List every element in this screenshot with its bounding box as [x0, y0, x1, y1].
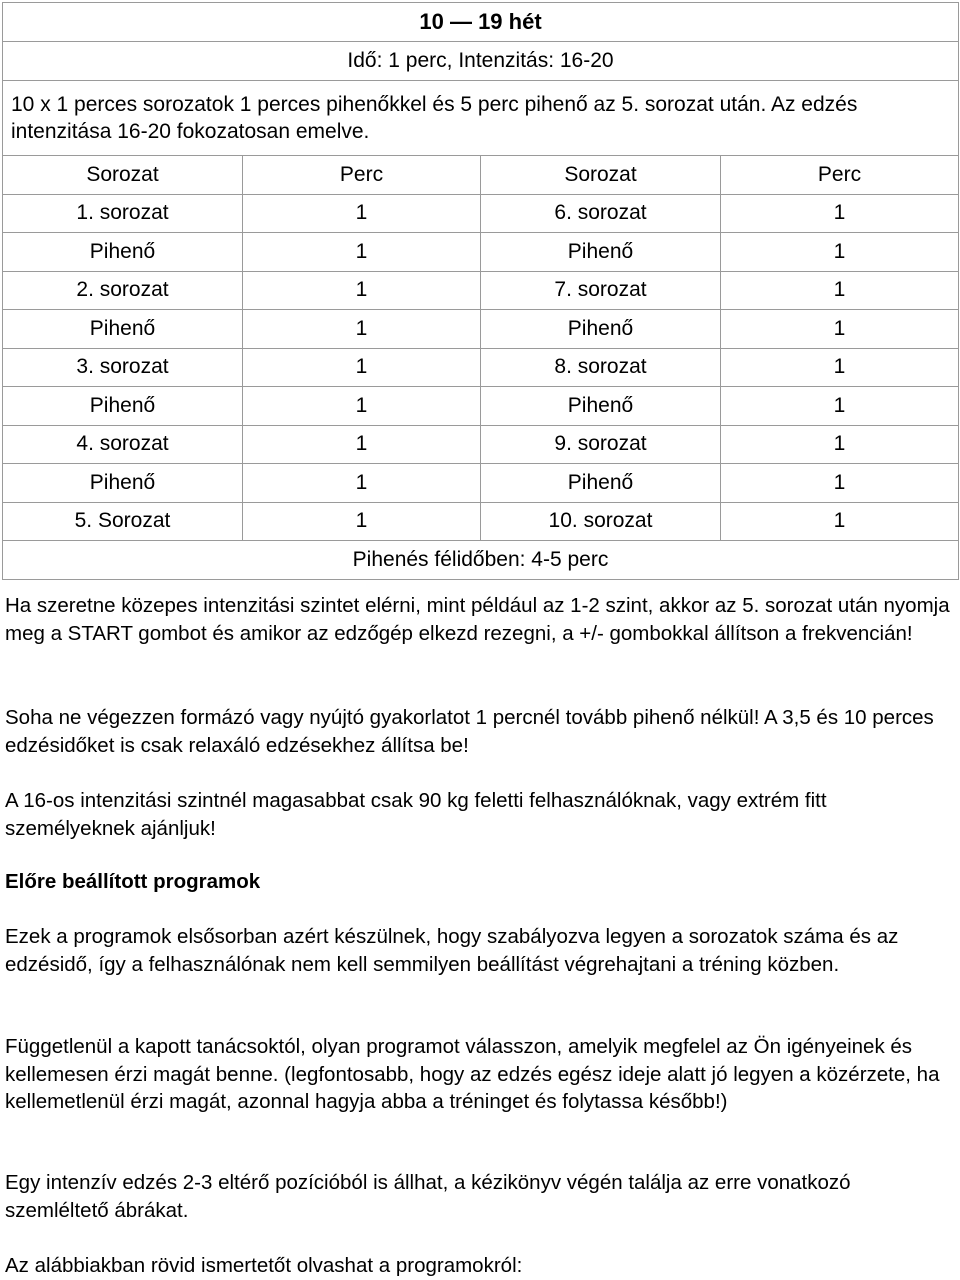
table-cell: 4. sorozat [3, 425, 243, 464]
table-cell: 1 [721, 464, 959, 503]
table-header-row [3, 156, 959, 195]
table-cell: 1 [721, 271, 959, 310]
table-cell: 2. sorozat [3, 271, 243, 310]
table-subtitle-row [3, 42, 959, 81]
table-cell: 1 [243, 233, 481, 272]
table-cell: 1 [721, 310, 959, 349]
table-cell: 1 [243, 387, 481, 426]
table-cell: Pihenő [481, 233, 721, 272]
table-title-row [3, 3, 959, 42]
table-description-row [3, 81, 959, 156]
header-cell: Sorozat [481, 156, 721, 195]
table-cell: Pihenő [3, 387, 243, 426]
table-cell: 1 [721, 387, 959, 426]
table-footer-row [3, 541, 959, 580]
table-cell: 1 [243, 464, 481, 503]
paragraph-positions: Egy intenzív edzés 2-3 eltérő pozícióból is állhat, a kézikönyv végén találja az erre vonatkozó szemléltető ábrákat. [5, 1171, 851, 1222]
header-cell: Perc [243, 156, 481, 195]
paragraph-choose-program: Függetlenül a kapott tanácsoktól, olyan programot válasszon, amelyik megfelel az Ön igényeinek és kellemesen érzi magát benne. (legfontosabb, hogy az edzés egész ideje alatt jó legyen a közérzete, ha kellemetlenül érzi magát, azonnal hagyja abba a tréninget és folytassa később!) [5, 1035, 940, 1113]
table-row [3, 425, 959, 464]
header-cell: Sorozat [3, 156, 243, 195]
table-description: 10 x 1 perces sorozatok 1 perces pihenőkkel és 5 perc pihenő az 5. sorozat után. Az edzés intenzitása 16-20 fokozatosan emelve. [3, 81, 959, 156]
table-cell: 7. sorozat [481, 271, 721, 310]
table-cell: Pihenő [481, 387, 721, 426]
table-cell: Pihenő [3, 464, 243, 503]
table-cell: Pihenő [3, 233, 243, 272]
table-cell: 1 [721, 194, 959, 233]
table-subtitle: Idő: 1 perc, Intenzitás: 16-20 [3, 42, 959, 81]
table-cell: Pihenő [481, 310, 721, 349]
table-cell: 1 [243, 271, 481, 310]
table-title: 10 — 19 hét [3, 3, 959, 42]
paragraph-overview: Az alábbiakban rövid ismertetőt olvashat a programokról: [5, 1254, 523, 1277]
table-cell: 1 [721, 348, 959, 387]
table-cell: 1 [243, 194, 481, 233]
program-table [2, 2, 959, 580]
table-cell: 1 [243, 425, 481, 464]
table-cell: 1 [243, 502, 481, 541]
table-row [3, 194, 959, 233]
table-row [3, 464, 959, 503]
table-cell: 9. sorozat [481, 425, 721, 464]
table-cell: Pihenő [3, 310, 243, 349]
table-row [3, 387, 959, 426]
paragraph-warning: Soha ne végezzen formázó vagy nyújtó gyakorlatot 1 percnél tovább pihenő nélkül! A 3,5 és 10 perces edzésidőket is csak relaxáló edzésekhez állítsa be! [5, 706, 934, 757]
table-cell: 1. sorozat [3, 194, 243, 233]
table-cell: 5. Sorozat [3, 502, 243, 541]
table-cell: 6. sorozat [481, 194, 721, 233]
table-cell: 1 [721, 502, 959, 541]
section-heading: Előre beállított programok [5, 870, 261, 893]
table-row [3, 502, 959, 541]
table-footer: Pihenés félidőben: 4-5 perc [3, 541, 959, 580]
paragraph-recommendation: A 16-os intenzitási szintnél magasabbat csak 90 kg feletti felhasználóknak, vagy extrém fitt személyeknek ajánljuk! [5, 789, 827, 840]
table-row [3, 271, 959, 310]
program-table-body [3, 3, 959, 580]
table-cell: 8. sorozat [481, 348, 721, 387]
paragraph-programs-intro: Ezek a programok elsősorban azért készülnek, hogy szabályozva legyen a sorozatok száma és az edzésidő, így a felhasználónak nem kell semmilyen beállítást végrehajtani a tréning közben. [5, 925, 899, 976]
table-cell: 3. sorozat [3, 348, 243, 387]
table-row [3, 233, 959, 272]
table-cell: 1 [721, 425, 959, 464]
table-cell: Pihenő [481, 464, 721, 503]
table-cell: 10. sorozat [481, 502, 721, 541]
table-cell: 1 [721, 233, 959, 272]
header-cell: Perc [721, 156, 959, 195]
table-row [3, 310, 959, 349]
table-cell: 1 [243, 310, 481, 349]
paragraph-intensity-tip: Ha szeretne közepes intenzitási szintet elérni, mint például az 1-2 szint, akkor az 5. sorozat után nyomja meg a START gombot és amikor az edzőgép elkezd rezegni, a +/- gombokkal állítson a frekvencián! [5, 594, 950, 645]
table-cell: 1 [243, 348, 481, 387]
table-row [3, 348, 959, 387]
